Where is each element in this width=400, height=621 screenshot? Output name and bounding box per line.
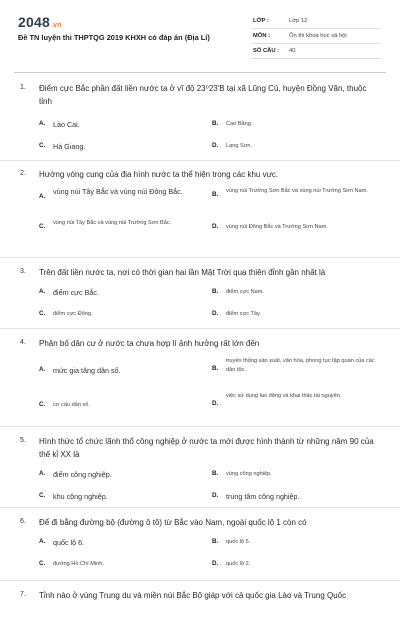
option-b[interactable] — [212, 187, 376, 198]
meta-value: 40 — [285, 44, 381, 59]
option-c[interactable] — [39, 401, 90, 410]
option-c[interactable] — [39, 492, 108, 502]
option-text: mức gia tăng dân số. — [53, 366, 121, 375]
option-letter: B. — [212, 470, 219, 477]
question-text: Hình thức tổ chức lãnh thổ công nghiệp ở nước ta mới được hình thành từ những năm 90 của thế kỉ XX là — [39, 437, 374, 459]
meta-row — [251, 44, 381, 59]
option-text: Cao Bằng. — [226, 121, 253, 127]
option-letter: C. — [39, 401, 46, 408]
option-letter: D. — [212, 560, 219, 567]
question-text: Phân bố dân cư ở nước ta chưa hợp lí ảnh hưởng rất lớn đến — [39, 339, 260, 348]
option-text: Hà Giang. — [53, 142, 86, 151]
option-a[interactable] — [39, 538, 84, 548]
option-letter: C. — [39, 223, 46, 230]
option-letter: A. — [39, 366, 46, 373]
question-list — [0, 82, 400, 621]
option-a[interactable] — [39, 366, 121, 376]
meta-value: Lớp 12 — [285, 14, 381, 29]
question-text: Tỉnh nào ở vùng Trung du và miền núi Bắc Bộ giáp với cả quốc gia Lào và Trung Quốc — [39, 591, 347, 600]
meta-row — [251, 29, 381, 44]
option-letter: D. — [212, 310, 219, 317]
option-text: điểm cực Bắc. — [53, 288, 99, 297]
logo-text: 2048 — [18, 14, 50, 30]
option-text: điểm cực Đông. — [53, 311, 93, 317]
option-text: điểm cực Nam. — [226, 289, 264, 295]
option-d[interactable] — [212, 560, 250, 569]
document-title: Đề TN luyện thi THPTQG 2019 KHXH có đáp án (Địa Lí) — [18, 33, 210, 42]
question-item — [0, 258, 400, 329]
option-a[interactable] — [39, 470, 112, 480]
option-text: quốc lộ 2. — [226, 561, 251, 567]
option-text: vùng núi Trường Sơn Bắc và vùng núi Trường Sơn Nam. — [226, 188, 368, 194]
option-b[interactable] — [212, 538, 250, 547]
meta-value: Ôn thi khoa học xã hội — [285, 29, 381, 44]
option-letter: A. — [39, 288, 46, 295]
option-text: vùng núi Tây Bắc và vùng núi Trường Sơn Bắc. — [53, 220, 172, 226]
option-letter: A. — [39, 470, 46, 477]
logo-suffix: .vn — [50, 22, 62, 29]
option-text: vùng núi Đông Bắc và Trường Sơn Nam. — [226, 224, 328, 230]
option-text: trung tâm công nghiệp. — [226, 492, 300, 501]
question-item — [0, 581, 400, 621]
option-text: Lạng Sơn. — [226, 143, 253, 149]
option-d[interactable] — [212, 142, 252, 151]
question-text: Để đi bằng đường bộ (đường ô tô) từ Bắc vào Nam, ngoài quốc lộ 1 còn có — [39, 518, 307, 527]
option-text: cơ cấu dân số. — [53, 402, 90, 408]
option-text: vùng núi Tây Bắc và vùng núi Đông Bắc. — [53, 187, 183, 196]
question-number: 5. — [20, 437, 26, 444]
site-logo[interactable] — [18, 14, 62, 30]
question-number: 4. — [20, 339, 26, 346]
option-letter: B. — [212, 365, 219, 372]
option-text: điểm công nghiệp. — [53, 470, 112, 479]
option-text: Lào Cai. — [53, 120, 80, 129]
option-b[interactable] — [212, 357, 381, 375]
option-letter: D. — [212, 492, 219, 499]
question-number: 3. — [20, 268, 26, 275]
option-text: quốc lộ 6. — [53, 538, 85, 547]
option-letter: A. — [39, 538, 46, 545]
option-letter: A. — [39, 193, 46, 200]
meta-key: MÔN : — [251, 29, 285, 44]
option-text: truyền thống sản xuất, văn hóa, phong tục tập quán của các dân tộc. — [226, 358, 375, 373]
question-item — [0, 329, 400, 427]
option-letter: B. — [212, 288, 219, 295]
question-item — [0, 82, 400, 161]
header-divider — [14, 72, 386, 73]
option-a[interactable] — [39, 288, 99, 298]
meta-key: LỚP : — [251, 14, 285, 29]
question-number: 6. — [20, 518, 26, 525]
option-text: vùng công nghiệp. — [226, 471, 272, 477]
header — [0, 0, 400, 70]
option-letter: B. — [212, 120, 219, 127]
option-letter: A. — [39, 120, 46, 127]
option-letter: C. — [39, 560, 46, 567]
option-d[interactable] — [212, 310, 261, 319]
option-c[interactable] — [39, 310, 93, 319]
option-letter: D. — [212, 400, 219, 407]
meta-table — [251, 14, 381, 59]
question-item — [0, 427, 400, 508]
option-b[interactable] — [212, 288, 264, 297]
meta-row — [251, 14, 381, 29]
option-a[interactable] — [39, 187, 193, 200]
option-text: khu công nghiệp. — [53, 492, 108, 501]
option-text: quốc lộ 5. — [226, 539, 251, 545]
question-text: Điểm cực Bắc phần đất liền nước ta ở vĩ độ 23⁰23'B tại xã Lũng Cú, huyện Đồng Văn, thuộc tỉnh — [39, 84, 367, 106]
option-d[interactable] — [212, 392, 371, 407]
option-a[interactable] — [39, 120, 80, 130]
question-item — [0, 508, 400, 581]
option-text: việc sử dụng lao động và khai thác tài nguyên. — [226, 393, 342, 399]
option-b[interactable] — [212, 470, 272, 479]
question-text: Trên đất liền nước ta, nơi có thời gian hai lần Mặt Trời qua thiên đỉnh gần nhất là — [39, 268, 326, 277]
option-text: điểm cực Tây. — [226, 311, 261, 317]
option-d[interactable] — [212, 223, 328, 232]
question-number: 1. — [20, 84, 26, 91]
option-letter: C. — [39, 492, 46, 499]
meta-key: SỐ CÂU : — [251, 44, 285, 59]
question-item — [0, 161, 400, 258]
question-number: 2. — [20, 170, 26, 177]
option-letter: C. — [39, 142, 46, 149]
option-letter: D. — [212, 142, 219, 149]
option-letter: B. — [212, 538, 219, 545]
question-text: Hướng vòng cung của địa hình nước ta thể hiện trong các khu vực. — [39, 170, 279, 179]
option-c[interactable] — [39, 142, 85, 152]
option-c[interactable] — [39, 560, 104, 569]
option-letter: D. — [212, 223, 219, 230]
option-letter: B. — [212, 191, 219, 198]
question-number: 7. — [20, 591, 26, 598]
option-text: đường Hồ Chí Minh. — [53, 561, 104, 567]
option-c[interactable] — [39, 219, 203, 230]
option-letter: C. — [39, 310, 46, 317]
option-b[interactable] — [212, 120, 252, 129]
option-d[interactable] — [212, 492, 300, 502]
